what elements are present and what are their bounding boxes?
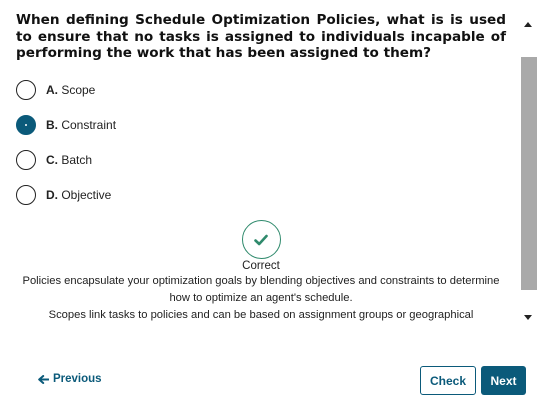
previous-label: Previous (53, 373, 102, 385)
radio-button-a[interactable] (16, 80, 36, 100)
scroll-down-arrow-icon[interactable] (524, 315, 532, 320)
option-a-label (46, 83, 95, 97)
option-c-text: Batch (58, 153, 93, 167)
check-button[interactable]: Check (420, 366, 476, 395)
scrollbar-thumb[interactable] (521, 57, 537, 290)
option-d-label (46, 188, 111, 202)
correct-check-icon (242, 220, 281, 259)
question-text: When defining Schedule Optimization Policies, what is is used to ensure that no tasks is assigned to individuals incapable of performing the work that has been assigned to them? (16, 12, 506, 61)
next-button[interactable]: Next (481, 366, 526, 395)
scroll-up-arrow-icon[interactable] (524, 22, 532, 27)
question-content (16, 12, 506, 322)
option-c-letter: C. (46, 153, 58, 167)
option-b-text: Constraint (58, 118, 117, 132)
option-a-text: Scope (58, 83, 96, 97)
option-b[interactable] (16, 108, 506, 143)
feedback-status: Correct (242, 260, 280, 272)
feedback-explanation-1: Policies encapsulate your optimization goals by blending objectives and constraints to determine how to optimize an agent's schedule. (22, 275, 500, 304)
check-icon (254, 234, 268, 246)
feedback-explanation-2: Scopes link tasks to policies and can be based on assignment groups or geographical (48, 309, 474, 322)
option-d[interactable] (16, 178, 506, 213)
navigation-footer (0, 360, 539, 400)
option-a-letter: A. (46, 83, 58, 97)
scrollbar-track[interactable] (521, 57, 537, 290)
option-d-text: Objective (58, 188, 112, 202)
radio-button-c[interactable] (16, 150, 36, 170)
answer-options (16, 73, 506, 213)
feedback-panel (16, 220, 506, 324)
option-b-letter: B. (46, 118, 58, 132)
previous-button[interactable] (38, 373, 102, 385)
option-a[interactable] (16, 73, 506, 108)
vertical-scrollbar[interactable] (519, 12, 539, 330)
option-d-letter: D. (46, 188, 58, 202)
option-b-label (46, 118, 116, 132)
radio-button-d[interactable] (16, 185, 36, 205)
option-c[interactable] (16, 143, 506, 178)
arrow-left-icon (38, 375, 49, 384)
radio-button-b-selected[interactable] (16, 115, 36, 135)
option-c-label (46, 153, 92, 167)
